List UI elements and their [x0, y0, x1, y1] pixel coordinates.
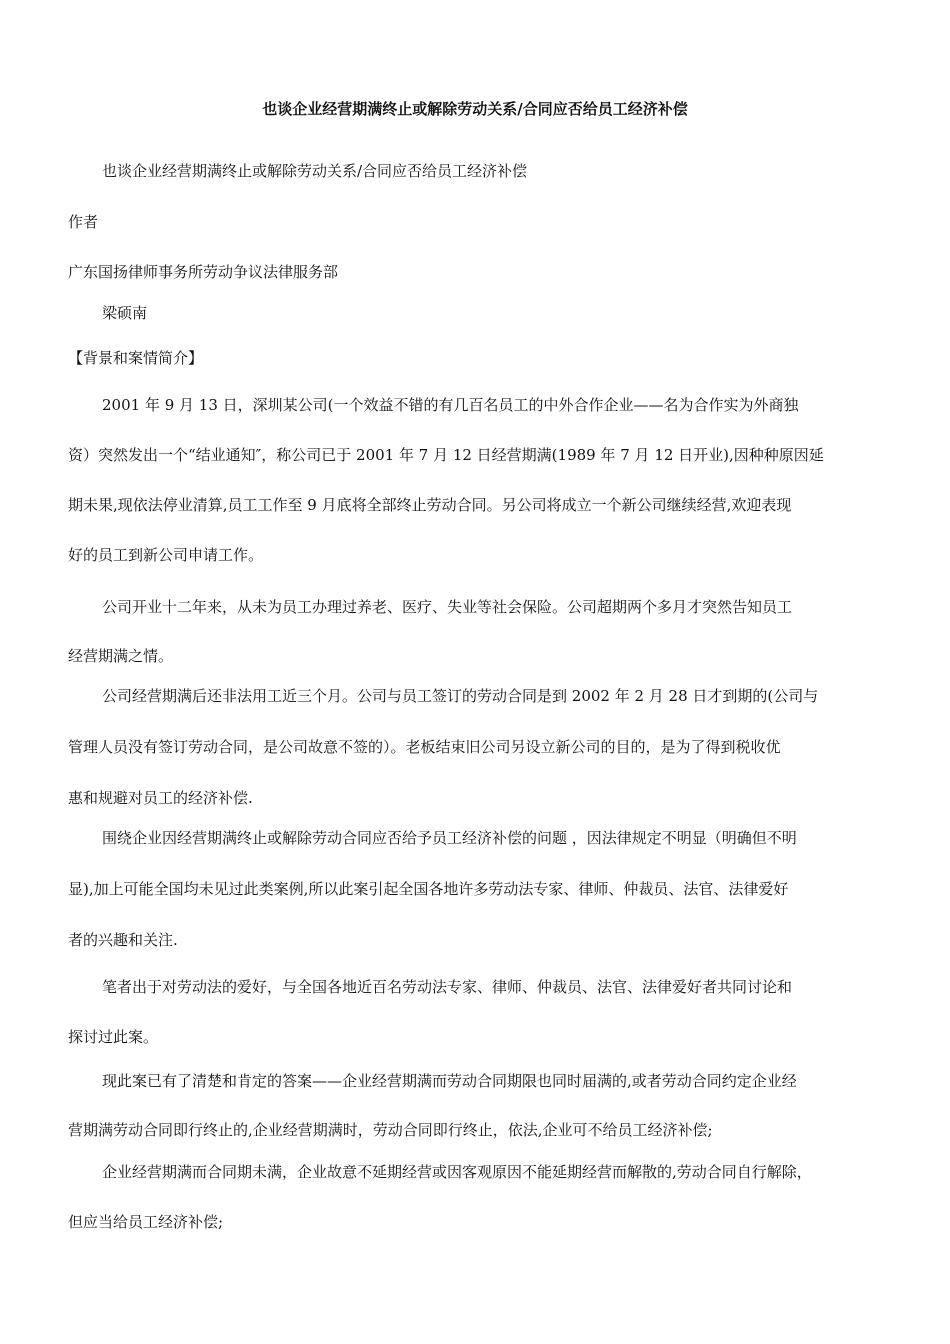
- body-line: 者的兴趣和关注.: [68, 931, 178, 949]
- document-title: 也谈企业经营期满终止或解除劳动关系/合同应否给员工经济补偿: [262, 100, 688, 118]
- body-line: 经营期满之情。: [68, 647, 174, 665]
- body-line: 笔者出于对劳动法的爱好，与全国各地近百名劳动法专家、律师、仲裁员、法官、法律爱好者共同讨论和: [102, 978, 793, 996]
- author-label: 作者: [68, 213, 99, 231]
- body-line: 探讨过此案。: [68, 1028, 159, 1046]
- body-line: 期未果,现依法停业清算,员工工作至 9 月底将全部终止劳动合同。另公司将成立一个新公司继续经营,欢迎表现: [68, 496, 792, 514]
- section-heading: 【背景和案情简介】: [68, 349, 204, 367]
- body-line: 好的员工到新公司申请工作。: [68, 546, 264, 564]
- organization: 广东国扬律师事务所劳动争议法律服务部: [68, 263, 339, 281]
- body-line: 资）突然发出一个“结业通知″，称公司已于 2001 年 7 月 12 日经营期满(1989 年 7 月 12 日开业),因种种原因延: [68, 446, 824, 464]
- subtitle: 也谈企业经营期满终止或解除劳动关系/合同应否给员工经济补偿: [102, 162, 528, 180]
- body-line: 企业经营期满而合同期未满，企业故意不延期经营或因客观原因不能延期经营而解散的,劳动合同自行解除，: [102, 1163, 812, 1181]
- body-line: 公司开业十二年来，从未为员工办理过养老、医疗、失业等社会保险。公司超期两个多月才突然告知员工: [102, 598, 793, 616]
- body-line: 现此案已有了清楚和肯定的答案——企业经营期满而劳动合同期限也同时届满的,或者劳动合同约定企业经: [102, 1072, 797, 1090]
- body-line: 营期满劳动合同即行终止的,企业经营期满时，劳动合同即行终止，依法,企业可不给员工经济补偿;: [68, 1121, 713, 1139]
- body-line: 惠和规避对员工的经济补偿.: [68, 789, 253, 807]
- body-line: 但应当给员工经济补偿;: [68, 1213, 224, 1231]
- body-line: 公司经营期满后还非法用工近三个月。公司与员工签订的劳动合同是到 2002 年 2 月 28 日才到期的(公司与: [102, 687, 819, 705]
- body-line: 围绕企业因经营期满终止或解除劳动合同应否给予员工经济补偿的问题 ，因法律规定不明显（明确但不明: [102, 829, 797, 847]
- body-line: 2001 年 9 月 13 日，深圳某公司(一个效益不错的有几百名员工的中外合作企业——名为合作实为外商独: [102, 396, 799, 414]
- body-line: 显),加上可能全国均未见过此类案例,所以此案引起全国各地许多劳动法专家、律师、仲裁员、法官、法律爱好: [68, 880, 789, 898]
- body-line: 管理人员没有签订劳动合同，是公司故意不签的）。老板结束旧公司另设立新公司的目的，是为了得到税收优: [68, 738, 781, 756]
- author-name: 梁硕南: [102, 304, 148, 322]
